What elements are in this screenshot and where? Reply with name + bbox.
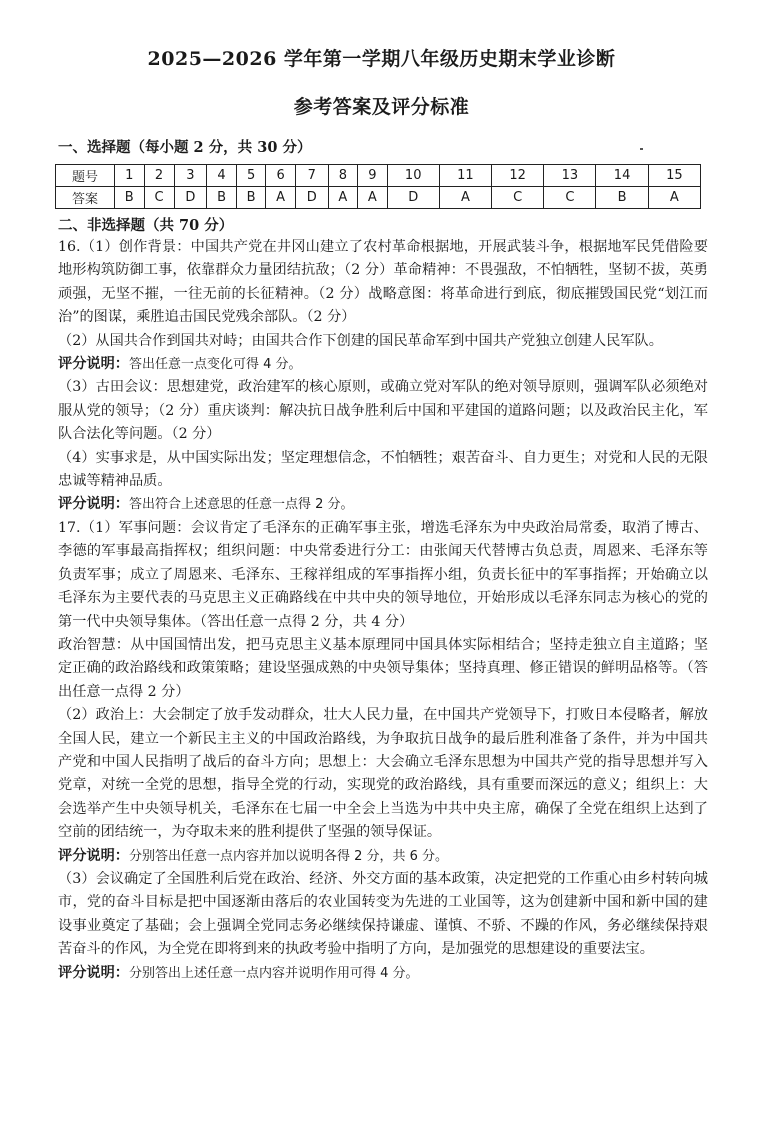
table-row-label: 答案 xyxy=(56,187,115,209)
section-heading-essay: 二、非选择题（共 70 分） xyxy=(58,217,234,234)
table-cell: C xyxy=(544,187,596,209)
table-cell: D xyxy=(174,187,207,209)
table-cell: 13 xyxy=(544,165,596,187)
table-row-label: 题号 xyxy=(56,165,115,187)
table-row xyxy=(56,187,701,209)
scoring-note-text: 分别答出上述任意一点内容并说明作用可得 4 分。 xyxy=(128,965,419,981)
table-cell: 3 xyxy=(174,165,207,187)
q16-part1: 16.（1）创作背景：中国共产党在井冈山建立了农村革命根据地，开展武装斗争，根据地军民凭借险要地形构筑防御工事，依靠群众力量团结抗敌；（2 分）革命精神：不畏强敌，不怕牺牲，坚韧不拔，英勇顽强，无坚不摧，一往无前的长征精神。（2 分）战略意图：将革命进行到底，彻底摧毁国民党“划江而治”的图谋，乘胜追击国民党残余部队。（2 分） xyxy=(58,239,708,326)
table-cell: A xyxy=(648,187,700,209)
scoring-note-label: 评分说明： xyxy=(58,964,129,981)
table-cell: 12 xyxy=(492,165,544,187)
scoring-note-label: 评分说明： xyxy=(58,847,129,864)
table-cell: 8 xyxy=(328,165,357,187)
scoring-note xyxy=(58,353,708,376)
table-cell: 1 xyxy=(115,165,145,187)
table-cell: 2 xyxy=(144,165,174,187)
scoring-note-text: 答出符合上述意思的任意一点得 2 分。 xyxy=(128,497,354,513)
table-cell: 10 xyxy=(387,165,439,187)
table-cell: A xyxy=(328,187,357,209)
page-subtitle: 参考答案及评分标准 xyxy=(293,96,470,118)
section-heading-choice: 一、选择题（每小题 2 分，共 30 分） xyxy=(58,139,312,156)
table-cell: C xyxy=(144,187,174,209)
table-cell: B xyxy=(596,187,648,209)
scoring-note xyxy=(58,962,708,985)
page-title: 2025—2026 学年第一学期八年级历史期末学业诊断 xyxy=(147,48,616,70)
scoring-note xyxy=(58,845,708,868)
table-cell: B xyxy=(236,187,266,209)
table-cell: 6 xyxy=(266,165,295,187)
scoring-note xyxy=(58,493,708,516)
table-cell: 4 xyxy=(207,165,237,187)
q17-political-wisdom: 政治智慧：从中国国情出发，把马克思主义基本原理同中国具体实际相结合；坚持走独立自主道路；坚定正确的政治路线和政策策略；建设坚强成熟的中央领导集体；坚持真理、修正错误的鲜明品格等。（答出任意一点得 2 分） xyxy=(58,636,708,700)
table-cell: A xyxy=(358,187,387,209)
table-cell: 7 xyxy=(295,165,328,187)
scoring-note-label: 评分说明： xyxy=(58,356,129,373)
table-cell: A xyxy=(439,187,491,209)
table-cell: D xyxy=(387,187,439,209)
table-cell: 15 xyxy=(648,165,700,187)
table-cell: 14 xyxy=(596,165,648,187)
answer-table xyxy=(55,164,701,209)
table-cell: B xyxy=(115,187,145,209)
table-cell: A xyxy=(266,187,295,209)
table-row xyxy=(56,165,701,187)
table-cell: D xyxy=(295,187,328,209)
q16-part4: （4）实事求是，从中国实际出发；坚定理想信念，不怕牺牲；艰苦奋斗、自力更生；对党和人民的无限忠诚等精神品质。 xyxy=(58,449,708,490)
table-cell: B xyxy=(207,187,237,209)
scoring-note-text: 答出任意一点变化可得 4 分。 xyxy=(128,357,302,373)
scoring-note-label: 评分说明： xyxy=(58,496,129,513)
scoring-note-text: 分别答出任意一点内容并加以说明各得 2 分，共 6 分。 xyxy=(128,848,449,864)
q17-part3: （3）会议确定了全国胜利后党在政治、经济、外交方面的基本政策，决定把党的工作重心由乡村转向城市，党的奋斗目标是把中国逐渐由落后的农业国转变为先进的工业国等，这为创建新中国和新中国的建设事业奠定了基础；会上强调全党同志务必继续保持谦虚、谨慎、不骄、不躁的作风，务必继续保持艰苦奋斗的作风，为全党在即将到来的执政考验中指明了方向，是加强党的思想建设的重要法宝。 xyxy=(58,870,708,958)
table-cell: 5 xyxy=(236,165,266,187)
table-cell: 9 xyxy=(358,165,387,187)
q17-part1: 17.（1）军事问题：会议肯定了毛泽东的正确军事主张，增选毛泽东为中央政治局常委，取消了博古、李德的军事最高指挥权；组织问题：中央常委进行分工：由张闻天代替博古负总责，周恩来、毛泽东等负责军事；成立了周恩来、毛泽东、王稼祥组成的军事指挥小组，负责长征中的军事指挥；开始确立以毛泽东为主要代表的马克思主义正确路线在中共中央的领导地位，开始形成以毛泽东同志为核心的党的第一代中央领导集体。（答出任意一点得 2 分，共 4 分） xyxy=(58,519,708,630)
q16-part3: （3）古田会议：思想建党，政治建军的核心原则，或确立党对军队的绝对领导原则，强调军队必须绝对服从党的领导；（2 分）重庆谈判：解决抗日战争胜利后中国和平建国的道路问题；以及政治民主化，军队合法化等问题。（2 分） xyxy=(58,379,708,443)
stray-mark xyxy=(640,148,643,150)
table-cell: C xyxy=(492,187,544,209)
table-cell: 11 xyxy=(439,165,491,187)
q17-part2: （2）政治上：大会制定了放手发动群众，壮大人民力量，在中国共产党领导下，打败日本侵略者，解放全国人民，建立一个新民主主义的中国政治路线，为争取抗日战争的最后胜利准备了条件，并为中国共产党和中国人民指明了战后的奋斗方向；思想上：大会确立毛泽东思想为中国共产党的指导思想并写入党章，对统一全党的思想，指导全党的行动，实现党的政治路线，具有重要而深远的意义；组织上：大会选举产生中央领导机关，毛泽东在七届一中全会上当选为中共中央主席，确保了全党在组织上达到了空前的团结统一，为夺取未来的胜利提供了坚强的领导保证。 xyxy=(58,707,708,841)
answer-body xyxy=(58,236,708,985)
q16-part2: （2）从国共合作到国共对峙；由国共合作下创建的国民革命军到中国共产党独立创建人民军队。 xyxy=(58,332,663,349)
